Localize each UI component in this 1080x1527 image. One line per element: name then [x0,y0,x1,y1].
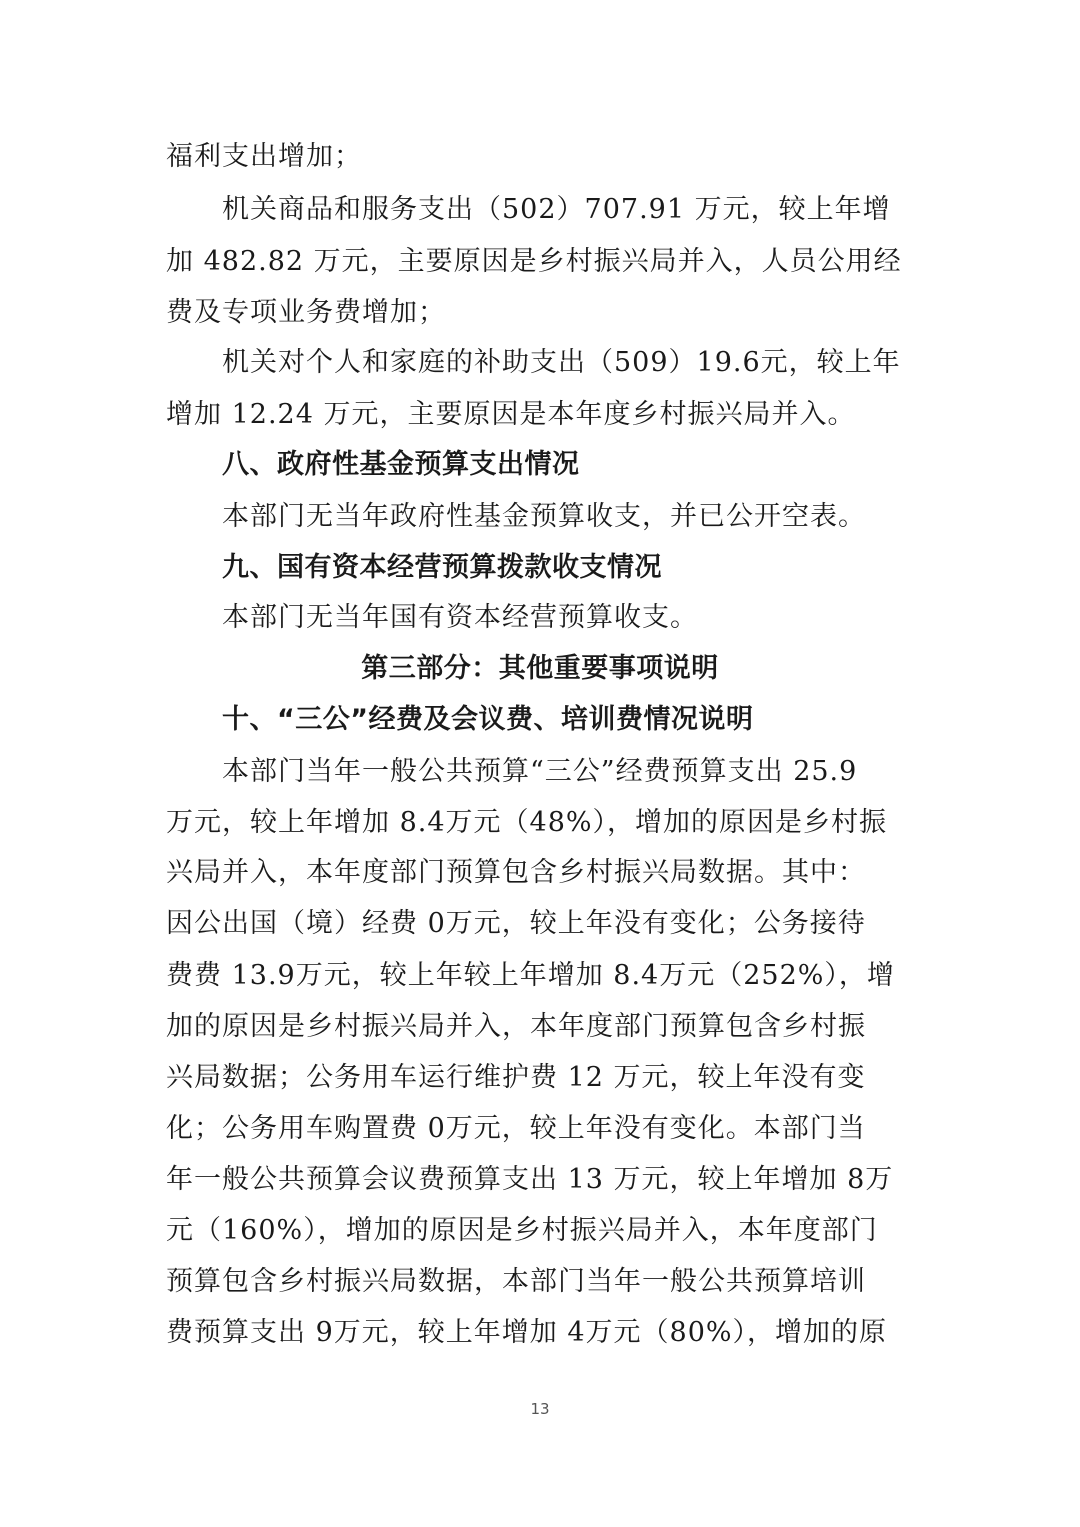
body-text-line: 化；公务用车购置费 0万元，较上年没有变化。本部门当 [166,1113,866,1144]
body-text-line: 兴局数据；公务用车运行维护费 12 万元，较上年没有变 [166,1062,866,1093]
body-text-line: 加的原因是乡村振兴局并入，本年度部门预算包含乡村振 [166,1011,866,1042]
body-text-line: 加 482.82 万元，主要原因是乡村振兴局并入，人员公用经 [166,246,902,277]
body-text-line: 机关对个人和家庭的补助支出（509）19.6元，较上年 [222,347,901,378]
page-number: 13 [530,1400,550,1418]
part-heading: 第三部分：其他重要事项说明 [361,653,719,684]
body-text-line: 万元，较上年增加 8.4万元（48%），增加的原因是乡村振 [166,807,888,838]
section-heading-8: 八、政府性基金预算支出情况 [222,449,580,480]
body-text-line: 费及专项业务费增加； [166,297,446,328]
section-heading-10: 十、“三公”经费及会议费、培训费情况说明 [222,704,754,735]
body-text-line: 因公出国（境）经费 0万元，较上年没有变化；公务接待 [166,908,866,939]
body-text-line: 年一般公共预算会议费预算支出 13 万元，较上年增加 8万 [166,1164,894,1195]
section-heading-9: 九、国有资本经营预算拨款收支情况 [222,552,662,583]
body-text-line: 元（160%），增加的原因是乡村振兴局并入，本年度部门 [166,1215,878,1246]
body-text-line: 本部门无当年政府性基金预算收支，并已公开空表。 [222,501,866,532]
body-text-line: 福利支出增加； [166,141,362,172]
body-text-line: 费预算支出 9万元，较上年增加 4万元（80%），增加的原 [166,1317,888,1348]
body-text-line: 兴局并入，本年度部门预算包含乡村振兴局数据。其中： [166,857,866,888]
body-text-line: 预算包含乡村振兴局数据，本部门当年一般公共预算培训 [166,1266,866,1297]
body-text-line: 本部门当年一般公共预算“三公”经费预算支出 25.9 [222,756,858,787]
body-text-line: 费费 13.9万元，较上年较上年增加 8.4万元（252%），增 [166,960,895,991]
body-text-line: 增加 12.24 万元，主要原因是本年度乡村振兴局并入。 [166,399,856,430]
body-text-line: 本部门无当年国有资本经营预算收支。 [222,602,698,633]
body-text-line: 机关商品和服务支出（502）707.91 万元，较上年增 [222,194,891,225]
